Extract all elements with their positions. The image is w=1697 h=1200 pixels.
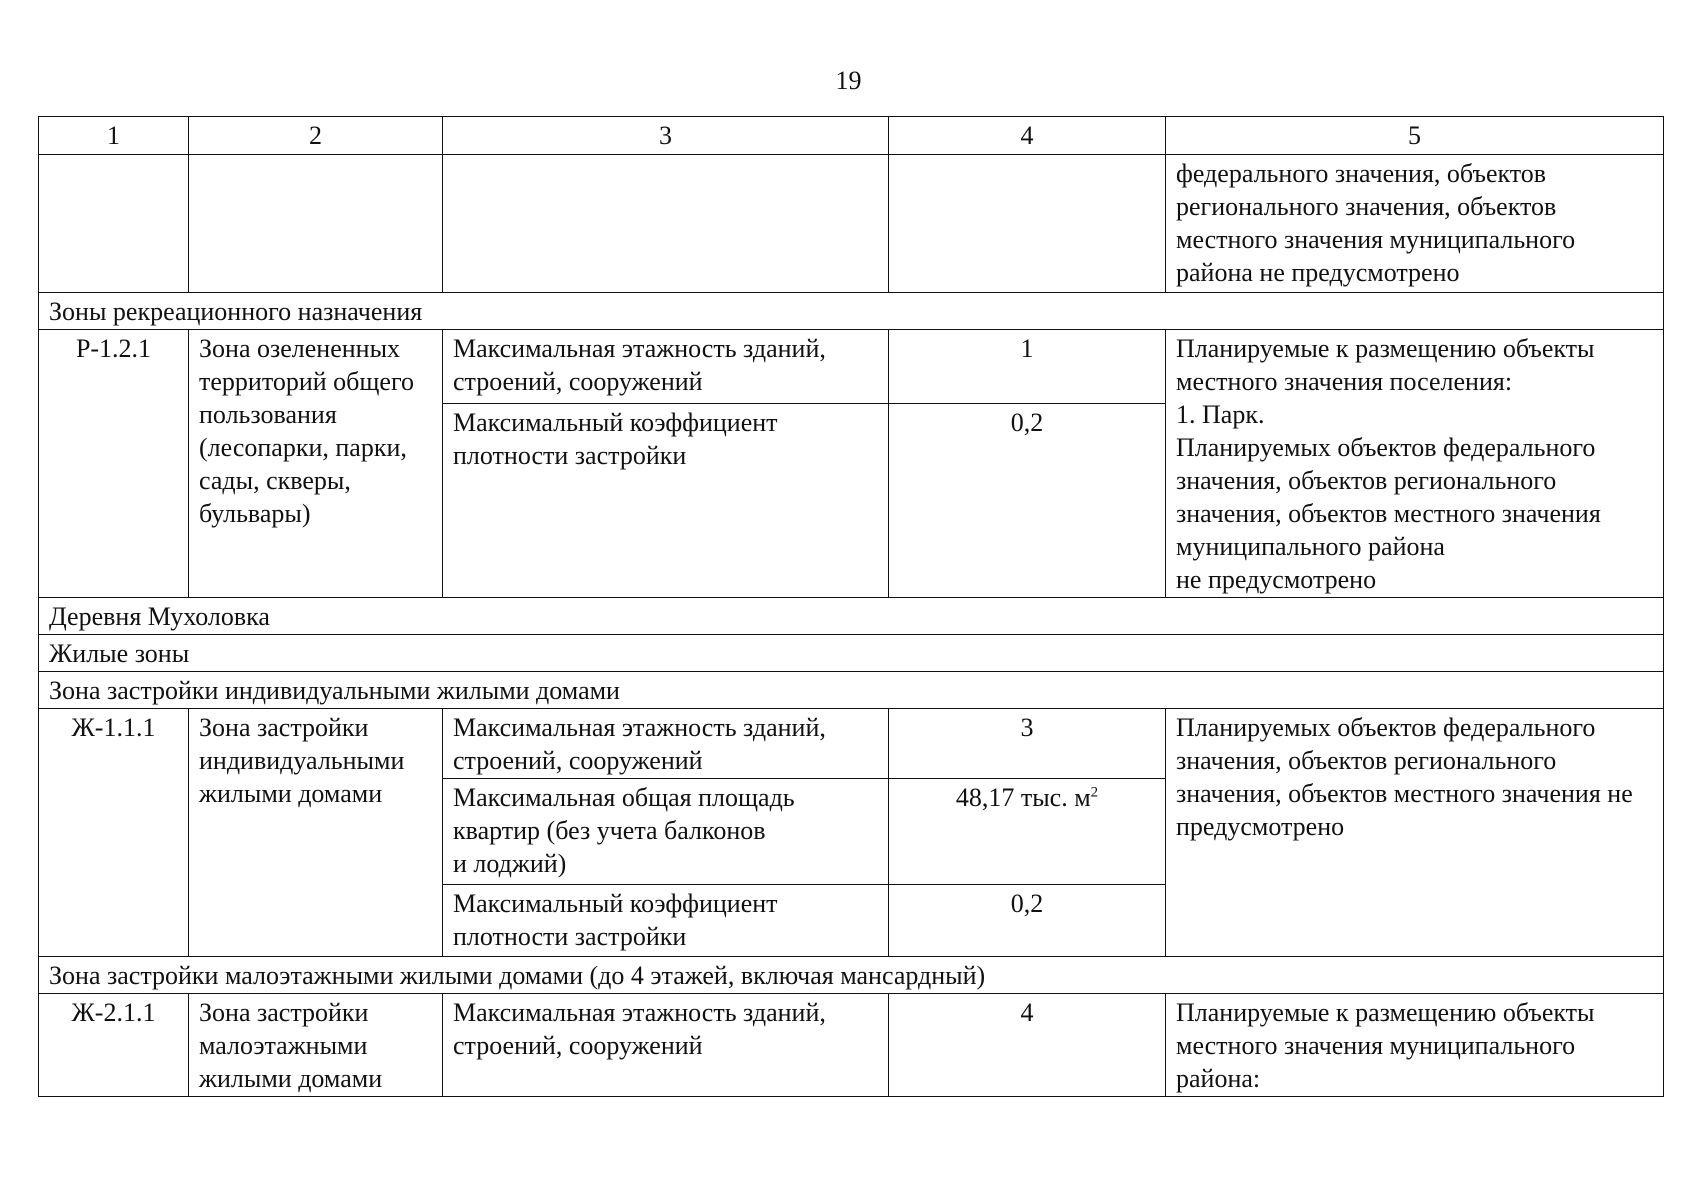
area-value: 48,17 тыс. м	[955, 783, 1091, 812]
continuation-text: федерального значения, объектов регионального значения, объектов местного значения муниципального района не предусмотрено	[1166, 155, 1664, 293]
parameter-value: 4	[889, 994, 1166, 1097]
parameter-label: Максимальная этажность зданий, строений, сооружений	[443, 330, 889, 404]
section-lowrise: Зона застройки малоэтажными жилыми домами (до 4 этажей, включая мансардный)	[39, 957, 1664, 994]
column-header-4: 4	[889, 117, 1166, 155]
section-individual: Зона застройки индивидуальными жилыми домами	[39, 672, 1664, 709]
page-number: 19	[835, 66, 862, 95]
parameter-label: Максимальный коэффициент плотности застройки	[443, 885, 889, 957]
zone-name: Зона застройки малоэтажными жилыми домами	[189, 994, 443, 1097]
zoning-table	[38, 116, 1664, 1097]
planned-objects: Планируемых объектов федерального значения, объектов регионального значения, объектов местного значения не предусмотрено	[1166, 709, 1664, 957]
continuation-row	[39, 155, 1664, 293]
section-row	[39, 293, 1664, 330]
table-row	[39, 330, 1664, 404]
zone-code: Р-1.2.1	[39, 330, 189, 598]
parameter-value	[889, 779, 1166, 885]
empty-cell	[39, 155, 189, 293]
planned-objects: Планируемые к размещению объекты местного значения муниципального района:	[1166, 994, 1664, 1097]
table-row	[39, 709, 1664, 779]
table-row	[39, 994, 1664, 1097]
parameter-value: 0,2	[889, 403, 1166, 597]
column-header-3: 3	[443, 117, 889, 155]
section-recreation: Зоны рекреационного назначения	[39, 293, 1664, 330]
parameter-value: 0,2	[889, 885, 1166, 957]
section-residential: Жилые зоны	[39, 635, 1664, 672]
parameter-label: Максимальная этажность зданий, строений, сооружений	[443, 994, 889, 1097]
column-header-2: 2	[189, 117, 443, 155]
section-row	[39, 635, 1664, 672]
column-header-1: 1	[39, 117, 189, 155]
empty-cell	[889, 155, 1166, 293]
parameter-value: 1	[889, 330, 1166, 404]
parameter-label: Максимальный коэффициент плотности застройки	[443, 403, 889, 597]
zone-name: Зона застройки индивидуальными жилыми домами	[189, 709, 443, 957]
column-header-5: 5	[1166, 117, 1664, 155]
unit-superscript: 2	[1090, 784, 1099, 801]
parameter-label: Максимальная этажность зданий, строений, сооружений	[443, 709, 889, 779]
zone-code: Ж-1.1.1	[39, 709, 189, 957]
empty-cell	[443, 155, 889, 293]
parameter-value: 3	[889, 709, 1166, 779]
section-row	[39, 672, 1664, 709]
zone-code: Ж-2.1.1	[39, 994, 189, 1097]
planned-objects: Планируемые к размещению объекты местного значения поселения: 1. Парк. Планируемых объектов федерального значения, объектов регионального значения, объектов местного значения муниципального района не предусмотрено	[1166, 330, 1664, 598]
parameter-label: Максимальная общая площадь квартир (без учета балконов и лоджий)	[443, 779, 889, 885]
table-header-row	[39, 117, 1664, 155]
empty-cell	[189, 155, 443, 293]
section-row	[39, 598, 1664, 635]
section-row	[39, 957, 1664, 994]
zone-name: Зона озелененных территорий общего пользования (лесопарки, парки, сады, скверы, бульвары)	[189, 330, 443, 598]
section-village: Деревня Мухоловка	[39, 598, 1664, 635]
